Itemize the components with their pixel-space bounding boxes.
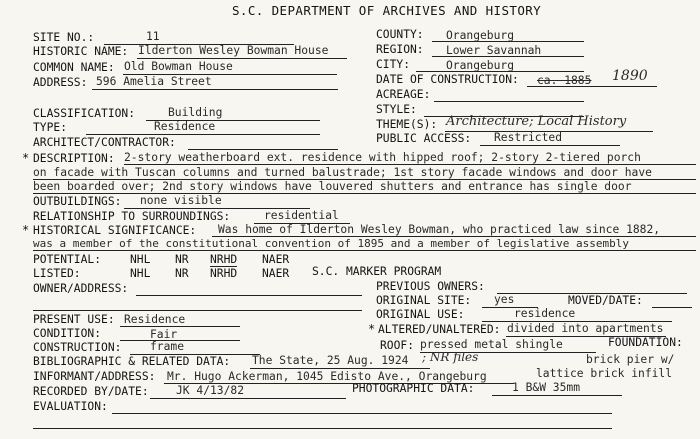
significance-line-2: was a member of the constitutional convention of 1895 and a member of legislative assembly (33, 237, 630, 250)
altered-star-mark: * (368, 322, 376, 336)
public-access-value: Restricted (494, 131, 563, 144)
photographic-data-value: 1 B&W 35mm (512, 381, 581, 394)
foundation-label: FOUNDATION: (608, 336, 683, 349)
previous-owners-label: PREVIOUS OWNERS: (376, 280, 485, 293)
historic-name-line (137, 58, 347, 59)
type-label: TYPE: (33, 121, 68, 134)
bibliographic-label: BIBLIOGRAPHIC & RELATED DATA: (33, 355, 231, 368)
foundation-value-1: brick pier w/ (586, 353, 675, 366)
common-name-label: COMMON NAME: (33, 61, 115, 74)
original-site-label: ORIGINAL SITE: (376, 294, 472, 307)
potential-nr: NR (175, 253, 189, 266)
evaluation-label: EVALUATION: (33, 400, 108, 413)
owner-line (136, 295, 362, 296)
bibliographic-value: The State, 25 Aug. 1924 (252, 354, 409, 367)
original-use-value: residence (514, 307, 576, 320)
themes-label: THEME(S): (376, 118, 438, 131)
outbuildings-label: OUTBUILDINGS: (33, 195, 122, 208)
type-value: Residence (154, 120, 216, 133)
date-of-construction-label: DATE OF CONSTRUCTION: (376, 73, 519, 86)
recorded-by-value: JK 4/13/82 (176, 384, 245, 397)
significance-star-mark: * (22, 223, 30, 237)
significance-line-1: Was home of Ilderton Wesley Bowman, who practiced law since 1882, (218, 223, 661, 236)
recorded-by-label: RECORDED BY/DATE: (33, 385, 149, 398)
date-handwritten-value: 1890 (612, 68, 648, 84)
moved-date-line (652, 307, 692, 308)
informant-label: INFORMANT/ADDRESS: (33, 370, 156, 383)
evaluation-line (112, 413, 612, 414)
significance-rule-2 (33, 250, 696, 251)
historic-name-label: HISTORIC NAME: (33, 45, 129, 58)
form-title: S.C. DEPARTMENT OF ARCHIVES AND HISTORY (232, 3, 542, 18)
moved-date-label: MOVED/DATE: (568, 294, 643, 307)
present-use-line (120, 326, 240, 327)
altered-value: divided into apartments (507, 322, 664, 335)
type-line (86, 134, 320, 135)
acreage-line (434, 101, 584, 102)
outbuildings-value: none visible (140, 194, 222, 207)
acreage-label: ACREAGE: (376, 88, 431, 101)
themes-value: Architecture; Local History (446, 114, 627, 129)
owner-label: OWNER/ADDRESS: (33, 282, 129, 295)
common-name-value: Old Bowman House (124, 60, 233, 73)
classification-label: CLASSIFICATION: (33, 107, 136, 120)
marker-program-label: S.C. MARKER PROGRAM (312, 265, 442, 278)
public-access-label: PUBLIC ACCESS: (376, 132, 472, 145)
description-rule-1 (124, 164, 696, 165)
potential-nhl: NHL (130, 253, 151, 266)
architect-label: ARCHITECT/CONTRACTOR: (33, 136, 176, 149)
present-use-label: PRESENT USE: (33, 313, 115, 326)
description-label: DESCRIPTION: (33, 152, 115, 165)
listed-nhl: NHL (130, 267, 151, 280)
classification-value: Building (168, 106, 223, 119)
relationship-label: RELATIONSHIP TO SURROUNDINGS: (33, 210, 231, 223)
description-line-2: on facade with Tuscan columns and turned balustrade; 1st story facade windows and door have (33, 166, 652, 179)
roof-value: pressed metal shingle (420, 338, 563, 351)
city-label: CITY: (376, 58, 411, 71)
address-line (92, 89, 338, 90)
recorded-by-line (150, 398, 346, 399)
potential-naer: NAER (262, 253, 290, 266)
description-line-3: been boarded over; 2nd story windows have louvered shutters and entrance has single door (33, 180, 632, 193)
county-value: Orangeburg (446, 29, 515, 42)
historic-name-value: Ilderton Wesley Bowman House (138, 44, 329, 57)
informant-value: Mr. Hugo Ackerman, 1045 Edisto Ave., Orangeburg (167, 370, 487, 383)
public-access-line (480, 145, 620, 146)
county-label: COUNTY: (376, 28, 424, 41)
present-use-value: Residence (124, 313, 186, 326)
roof-label: ROOF: (380, 339, 415, 352)
altered-label: ALTERED/UNALTERED: (378, 323, 501, 336)
evaluation-line-2 (33, 428, 612, 429)
description-line-1: 2-story weatherboard ext. residence with hipped roof; 2-story 2-tiered porch (124, 151, 641, 164)
bibliographic-handwritten-note: ; NR files (422, 350, 479, 364)
foundation-value-2: lattice brick infill (536, 367, 673, 380)
condition-label: CONDITION: (33, 327, 102, 340)
relationship-value: residential (264, 209, 339, 222)
date-typed-value: ca. 1885 (537, 74, 592, 87)
region-label: REGION: (376, 43, 424, 56)
description-star-mark: * (22, 151, 30, 165)
potential-nrhd: NRHD (210, 253, 238, 266)
listed-nrhd: NRHD (210, 267, 238, 280)
city-value: Orangeburg (446, 59, 515, 72)
description-rule-3 (33, 193, 696, 194)
condition-value: Fair (150, 328, 178, 341)
listed-naer: NAER (262, 267, 290, 280)
construction-value: frame (150, 340, 185, 353)
listed-nr: NR (175, 267, 189, 280)
photographic-data-label: PHOTOGRAPHIC DATA: (352, 382, 475, 395)
site-no-value: 11 (146, 30, 160, 43)
original-use-label: ORIGINAL USE: (376, 308, 465, 321)
potential-label: POTENTIAL: (33, 253, 102, 266)
address-value: 596 Amelia Street (96, 75, 212, 88)
photographic-data-line (492, 395, 622, 396)
owner-line-2 (33, 310, 362, 311)
address-label: ADDRESS: (33, 76, 88, 89)
construction-label: CONSTRUCTION: (33, 341, 122, 354)
site-no-label: SITE NO.: (33, 31, 95, 44)
original-site-value: yes (494, 293, 515, 306)
region-value: Lower Savannah (446, 44, 542, 57)
significance-label: HISTORICAL SIGNIFICANCE: (33, 224, 197, 237)
architect-line (188, 149, 338, 150)
bibliographic-line (250, 368, 430, 369)
listed-label: LISTED: (33, 267, 81, 280)
style-label: STYLE: (376, 103, 417, 116)
